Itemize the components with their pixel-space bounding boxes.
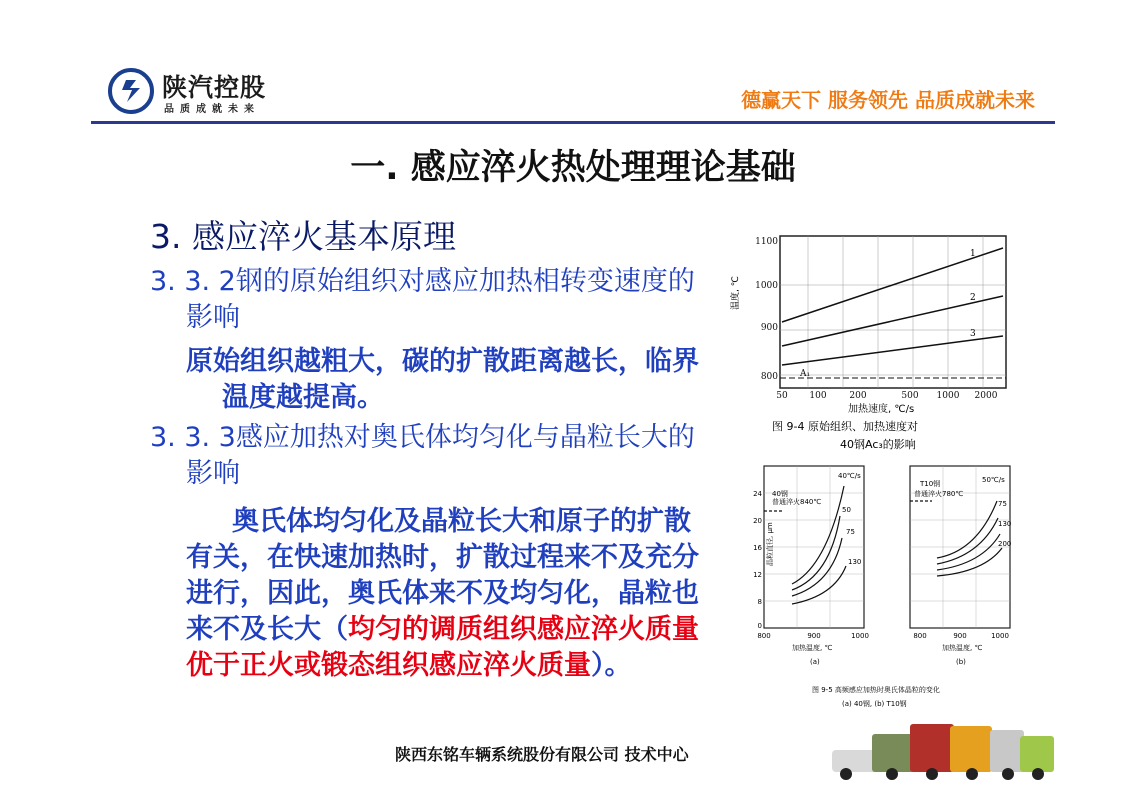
x-axis-label-b: 加热温度, ℃ bbox=[942, 644, 983, 652]
xtick: 1000 bbox=[991, 632, 1009, 640]
item1-title: 3. 3. 2钢的原始组织对感应加热相转变速度的影响 bbox=[150, 266, 695, 333]
xtick: 1000 bbox=[851, 632, 869, 640]
item1-body bbox=[150, 344, 710, 416]
header bbox=[0, 0, 1146, 128]
ytick: 8 bbox=[757, 598, 762, 606]
ytick: 16 bbox=[753, 544, 762, 552]
item2-title: 3. 3. 3感应加热对奥氏体均匀化与晶粒长大的影响 bbox=[150, 422, 695, 489]
panel-a-label: (a) bbox=[810, 658, 820, 666]
logo-name: 陕汽控股 bbox=[162, 73, 267, 102]
curve-label-2: 2 bbox=[970, 293, 976, 303]
ytick: 24 bbox=[753, 490, 762, 498]
ytick: 12 bbox=[753, 571, 762, 579]
logo-emblem-icon bbox=[108, 68, 154, 114]
xtick: 900 bbox=[807, 632, 821, 640]
b-rate-label: 50℃/s bbox=[982, 476, 1005, 484]
xtick: 1000 bbox=[936, 391, 960, 401]
item2-highlight: 均匀的调质组织感应淬火质量优于正火或锻态组织感应淬火质量 bbox=[186, 614, 699, 681]
item2-body bbox=[150, 504, 710, 684]
footer-company: 陕西东铭车辆系统股份有限公司 技术中心 bbox=[395, 745, 689, 764]
y-axis-label: 温度, ℃ bbox=[731, 276, 741, 310]
figure1-caption: 图 9-4 原始组织、加热速度对 bbox=[772, 420, 918, 433]
b-note-quench: 普通淬火780℃ bbox=[914, 490, 964, 498]
panel-b-label: (b) bbox=[956, 658, 966, 666]
b-note-steel: T10钢 bbox=[920, 480, 941, 488]
x-axis-label: 加热速度, ℃/s bbox=[848, 404, 915, 415]
slide-title: 一. 感应淬火热处理理论基础 bbox=[350, 148, 796, 188]
ytick: 900 bbox=[760, 323, 778, 333]
xtick: 900 bbox=[953, 632, 967, 640]
figure-9-4 bbox=[731, 230, 1012, 462]
xtick: 800 bbox=[913, 632, 927, 640]
ytick: 1000 bbox=[755, 281, 778, 291]
section-heading: 3. 感应淬火基本原理 bbox=[150, 217, 456, 256]
ytick: 800 bbox=[760, 372, 778, 382]
b-rate-label: 75 bbox=[998, 500, 1007, 508]
figure2-caption-2: (a) 40钢, (b) T10钢 bbox=[842, 700, 907, 708]
xtick: 100 bbox=[809, 391, 827, 401]
xtick: 50 bbox=[776, 391, 788, 401]
slogan: 德赢天下 服务领先 品质成就未来 bbox=[741, 88, 1035, 112]
item2-body-text: 奥氏体均匀化及晶粒长大和原子的扩散有关，在快速加热时，扩散过程来不及充分进行，因此，奥氏体来不及均匀化，晶粒也来不及长大（ bbox=[186, 506, 699, 645]
slide-body bbox=[150, 214, 710, 684]
figure2-caption: 图 9-5 高频感应加热时奥氏体晶粒的变化 bbox=[812, 686, 940, 694]
a-rate-label: 75 bbox=[846, 528, 855, 536]
header-divider bbox=[91, 121, 1055, 124]
curve-label-1: 1 bbox=[970, 249, 976, 259]
xtick: 500 bbox=[901, 391, 919, 401]
logo-tagline: 品质成就未来 bbox=[164, 104, 260, 115]
a-note-steel: 40钢 bbox=[772, 490, 788, 498]
ytick: 1100 bbox=[755, 237, 778, 247]
xtick: 2000 bbox=[974, 391, 998, 401]
ytick: 20 bbox=[753, 517, 762, 525]
a-rate-label: 130 bbox=[848, 558, 862, 566]
xtick: 200 bbox=[849, 391, 867, 401]
x-axis-label-a: 加热温度, ℃ bbox=[792, 644, 833, 652]
trucks-image bbox=[832, 712, 1054, 784]
b-rate-label: 200 bbox=[998, 540, 1012, 548]
b-rate-label: 130 bbox=[998, 520, 1012, 528]
a-rate-label: 50 bbox=[842, 506, 851, 514]
a-rate-label: 40℃/s bbox=[838, 472, 861, 480]
item1-body-text: 原始组织越粗大，碳的扩散距离越长，临界温度越提高。 bbox=[186, 346, 699, 413]
a-note-quench: 普通淬火840℃ bbox=[772, 498, 822, 506]
curve-label-3: 3 bbox=[970, 329, 976, 339]
figure-9-5 bbox=[742, 456, 1022, 718]
company-logo bbox=[108, 66, 288, 118]
a1-label: A₁ bbox=[800, 369, 811, 379]
y-axis-label: 晶粒直径, μm bbox=[766, 522, 774, 566]
figure1-caption-2: 40钢Ac₃的影响 bbox=[840, 438, 916, 451]
item2-end: ）。 bbox=[591, 650, 632, 681]
xtick: 800 bbox=[757, 632, 771, 640]
ytick: 0 bbox=[757, 622, 762, 630]
